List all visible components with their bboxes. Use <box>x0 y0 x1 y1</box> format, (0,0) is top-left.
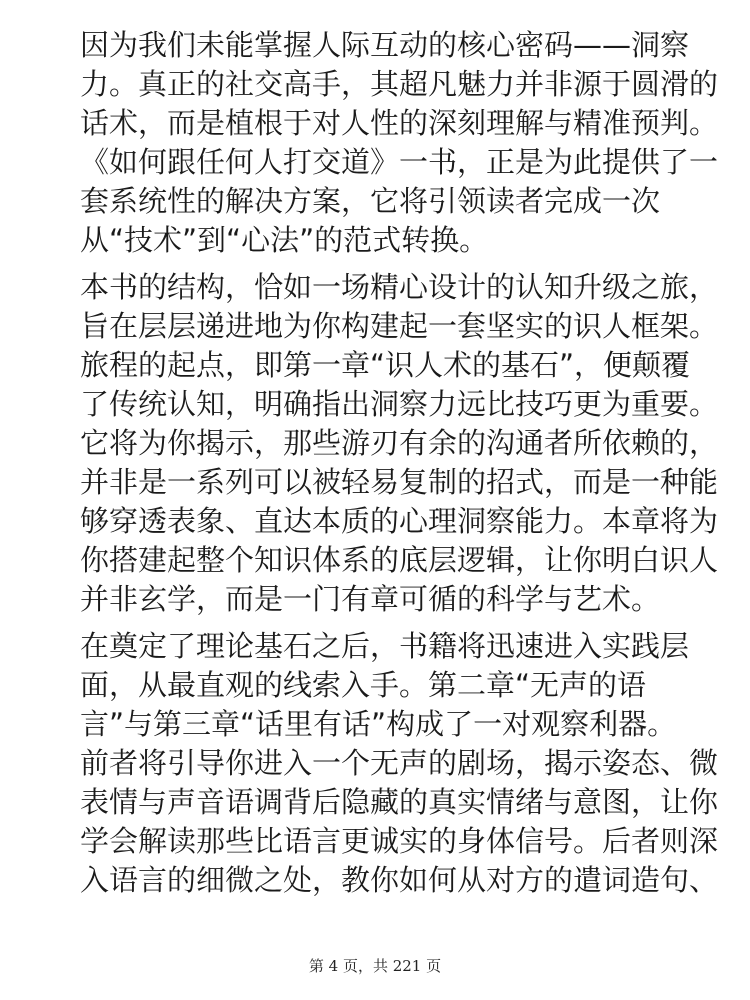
text-line: 你搭建起整个知识体系的底层逻辑，让你明白识人 <box>80 543 719 577</box>
paragraph-1 <box>80 26 719 260</box>
text-line: 并非是一系列可以被轻易复制的招式，而是一种能 <box>80 465 719 499</box>
text-line: 够穿透表象、直达本质的心理洞察能力。本章将为 <box>80 504 719 538</box>
text-line: 在奠定了理论基石之后，书籍将迅速进入实践层 <box>80 629 690 663</box>
page-number-footer: 第 4 页，共 221 页 <box>308 957 442 975</box>
paragraph-3 <box>80 627 719 900</box>
text-line: 学会解读那些比语言更诚实的身体信号。后者则深 <box>80 824 719 858</box>
text-line: 并非玄学，而是一门有章可循的科学与艺术。 <box>80 582 661 616</box>
text-line: 它将为你揭示，那些游刃有余的沟通者所依赖的， <box>80 426 719 460</box>
text-line: 本书的结构，恰如一场精心设计的认知升级之旅， <box>80 270 719 304</box>
text-body <box>80 26 719 908</box>
text-line: 旨在层层递进地为你构建起一套坚实的识人框架。 <box>80 309 719 343</box>
text-line: 了传统认知，明确指出洞察力远比技巧更为重要。 <box>80 387 719 421</box>
text-line: 前者将引导你进入一个无声的剧场，揭示姿态、微 <box>80 746 719 780</box>
text-line: 套系统性的解决方案，它将引领读者完成一次 <box>80 184 661 218</box>
text-line: 面，从最直观的线索入手。第二章“无声的语 <box>80 668 647 702</box>
text-line: 表情与声音语调背后隐藏的真实情绪与意图，让你 <box>80 785 719 819</box>
text-line: 话术，而是植根于对人性的深刻理解与精准预判。 <box>80 106 719 140</box>
text-line: 旅程的起点，即第一章“识人术的基石”，便颠覆 <box>80 348 691 382</box>
text-line: 力。真正的社交高手，其超凡魅力并非源于圆滑的 <box>80 67 719 101</box>
text-line: 因为我们未能掌握人际互动的核心密码——洞察 <box>80 28 690 62</box>
text-line: 言”与第三章“话里有话”构成了一对观察利器。 <box>80 707 677 741</box>
text-line: 从“技术”到“心法”的范式转换。 <box>80 223 489 257</box>
text-line: 入语言的细微之处，教你如何从对方的遣词造句、 <box>80 863 719 897</box>
text-line: 《如何跟任何人打交道》一书，正是为此提供了一 <box>80 145 719 179</box>
paragraph-2 <box>80 268 719 619</box>
